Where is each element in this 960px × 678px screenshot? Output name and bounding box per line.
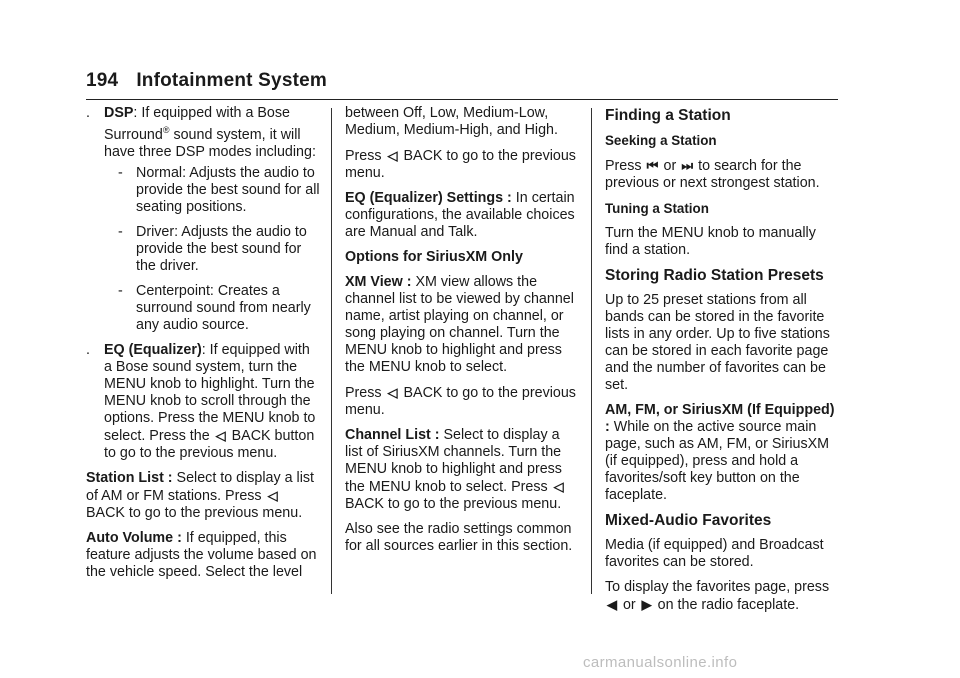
dsp-label: DSP	[104, 105, 134, 121]
dsp-bullet	[86, 105, 320, 334]
dsp-text: : If equipped with a Bose Surround	[104, 105, 290, 143]
auto-volume-label: Auto Volume :	[86, 529, 182, 546]
station-list-text-2: BACK to go to the previous menu.	[86, 504, 303, 521]
registered-mark: ®	[162, 125, 170, 135]
finding-station-heading: Finding a Station	[605, 107, 731, 124]
tuning-paragraph: Turn the MENU knob to manually find a station.	[605, 225, 816, 258]
watermark: carmanualsonline.info	[583, 654, 738, 671]
column-divider-1	[331, 108, 332, 594]
xm-view-paragraph	[345, 274, 579, 376]
seeking-station-heading: Seeking a Station	[605, 133, 717, 148]
seek-text: to search for the previous or next strongest station.	[605, 158, 820, 191]
tuning-station-heading: Tuning a Station	[605, 201, 709, 216]
eq-text-2: BACK button to go to the previous menu.	[104, 427, 315, 461]
dsp-text-2: sound system, it will have three DSP modes including:	[104, 126, 316, 160]
level-options-paragraph: between Off, Low, Medium-Low, Medium, Medium-High, and High.	[345, 105, 558, 138]
or-text: or	[619, 597, 640, 613]
eq-text: : If equipped with a Bose sound system, turn the MENU knob to highlight. Turn the MENU knob to scroll through the options. Press the MENU knob to select. Press the	[104, 341, 316, 444]
xm-view-label: XM View :	[345, 274, 412, 290]
display-text: To display the favorites page, press	[605, 579, 830, 595]
am-fm-label: AM, FM, or SiriusXM (If Equipped) :	[605, 402, 835, 435]
seek-forward-icon: ⏭	[681, 158, 694, 173]
siriusxm-heading: Options for SiriusXM Only	[345, 249, 523, 265]
back-arrow-icon: ◁	[553, 479, 564, 494]
mode-text: Centerpoint: Creates a surround sound from nearly any audio source.	[136, 282, 311, 333]
back-text: BACK to go to the previous menu.	[345, 148, 576, 181]
column-2	[345, 105, 579, 563]
am-fm-text: While on the active source main page, such as AM, FM, or SiriusXM (if equipped), press and hold a favorites/soft key button on the faceplate.	[605, 419, 830, 503]
back-arrow-icon: ◁	[267, 487, 278, 503]
channel-list-text-2: BACK to go to the previous menu.	[345, 496, 562, 512]
bullet-dot: .	[86, 341, 90, 358]
eq-label: EQ (Equalizer)	[104, 341, 202, 358]
station-list-paragraph	[86, 470, 320, 522]
right-arrow-icon: ▶	[641, 597, 652, 612]
storing-paragraph: Up to 25 preset stations from all bands can be stored in the favorite lists in any order. Up to five stations can be stored in each favorite page and the number of favorites can be set.	[605, 292, 830, 393]
seek-paragraph	[605, 157, 839, 192]
eq-settings-label: EQ (Equalizer) Settings :	[345, 190, 512, 206]
channel-list-paragraph	[345, 427, 579, 513]
mode-text: Normal: Adjusts the audio to provide the best sound for all seating positions.	[136, 164, 320, 215]
dsp-mode-driver: - Driver: Adjusts the audio to provide the best sound for the driver.	[118, 223, 307, 274]
eq-settings-paragraph	[345, 190, 579, 241]
mode-text: Driver: Adjusts the audio to provide the best sound for the driver.	[136, 223, 307, 274]
page-header	[86, 70, 327, 92]
column-divider-2	[591, 108, 592, 594]
back-arrow-icon: ◁	[215, 427, 226, 443]
column-1	[86, 105, 320, 589]
column-3	[605, 105, 839, 622]
header-rule	[86, 99, 838, 100]
channel-list-label: Channel List :	[345, 427, 440, 443]
dsp-mode-normal: - Normal: Adjusts the audio to provide the best sound for all seating positions.	[118, 164, 320, 215]
channel-list-text: Select to display a list of SiriusXM channels. Turn the MENU knob to highlight and press the MENU knob to select. Press	[345, 427, 562, 495]
bullet-dot: .	[86, 105, 90, 121]
dsp-mode-centerpoint: - Centerpoint: Creates a surround sound from nearly any audio source.	[118, 282, 311, 333]
mixed-audio-paragraph: Media (if equipped) and Broadcast favorites can be stored.	[605, 537, 824, 570]
eq-settings-text: In certain configurations, the available choices are Manual and Talk.	[345, 190, 575, 240]
seek-back-icon: ⏮	[646, 158, 659, 173]
eq-bullet	[86, 342, 320, 462]
auto-volume-text: If equipped, this feature adjusts the volume based on the vehicle speed. Select the level	[86, 529, 317, 580]
press-text: Press	[605, 158, 646, 174]
faceplate-text: on the radio faceplate.	[653, 597, 800, 613]
am-fm-paragraph	[605, 402, 839, 504]
also-see-paragraph: Also see the radio settings common for all sources earlier in this section.	[345, 521, 573, 554]
back-text: BACK to go to the previous menu.	[345, 385, 576, 418]
press-back-paragraph	[345, 147, 579, 182]
back-arrow-icon: ◁	[387, 148, 398, 163]
section-title: Infotainment System	[136, 70, 327, 91]
press-back-paragraph-2	[345, 384, 579, 419]
station-list-text: Select to display a list of AM or FM stations. Press	[86, 469, 315, 504]
mixed-audio-heading: Mixed-Audio Favorites	[605, 512, 772, 529]
display-favorites-paragraph	[605, 579, 839, 614]
storing-presets-heading: Storing Radio Station Presets	[605, 267, 824, 284]
station-list-label: Station List :	[86, 469, 173, 486]
left-arrow-icon: ◀	[607, 597, 617, 612]
back-arrow-icon: ◁	[387, 385, 398, 400]
auto-volume-paragraph	[86, 530, 320, 581]
press-text: Press	[345, 385, 386, 401]
or-text: or	[659, 158, 681, 174]
press-text: Press	[345, 148, 386, 164]
xm-view-text: XM view allows the channel list to be viewed by channel name, artist playing on channel, or song playing on channel. Turn the MENU knob to highlight and press the MENU knob to select.	[345, 274, 574, 375]
page-number: 194	[86, 70, 119, 91]
